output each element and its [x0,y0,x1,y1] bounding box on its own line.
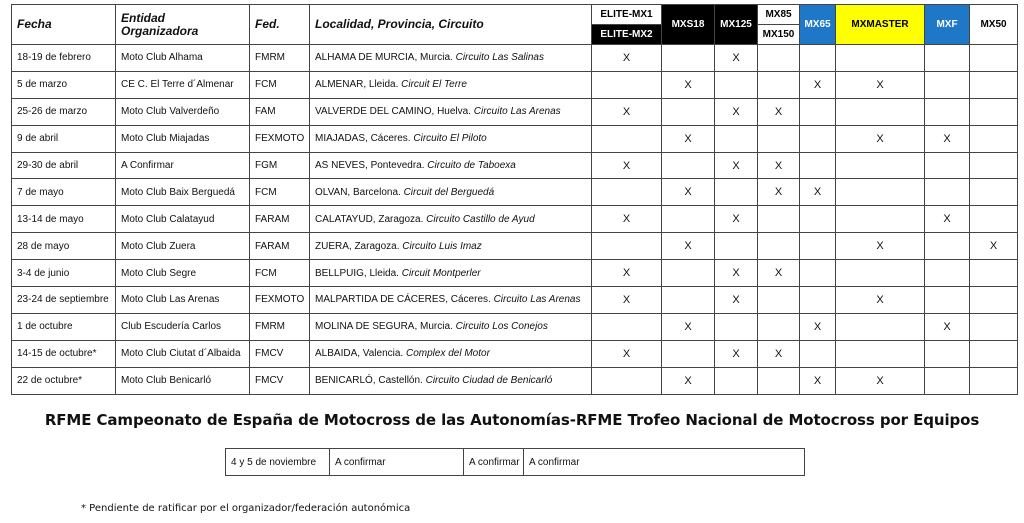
cell-entidad: Moto Club Baix Berguedá [116,179,250,206]
cell-category-mark [836,152,925,179]
localidad-text: ALHAMA DE MURCIA, Murcia. [315,52,453,64]
header-localidad: Localidad, Provincia, Circuito [310,5,592,45]
circuito-text: Circuito Las Salinas [455,52,544,64]
header-mx65: MX65 [800,5,836,45]
cell-category-mark: X [662,313,715,340]
cell-category-mark [592,313,662,340]
header-mx150: MX150 [762,29,795,40]
cell-category-mark: X [758,152,800,179]
localidad-text: MOLINA DE SEGURA, Murcia. [315,321,453,333]
cell-category-mark: X [662,233,715,260]
localidad-text: BENICARLÓ, Castellón. [315,375,423,387]
cell-entidad: A Confirmar [116,152,250,179]
cell-category-mark: X [800,313,836,340]
cell-category-mark [758,313,800,340]
cell-category-mark [715,233,758,260]
page-title: RFME Campeonato de España de Motocross de las Autonomías-RFME Trofeo Nacional de Motocross por Equipos [44,411,980,429]
header-mx50: MX50 [970,5,1018,45]
cell-entidad: Moto Club Ciutat d´Albaida [116,340,250,367]
cell-localidad [310,125,592,152]
cell-category-mark: X [925,125,970,152]
cell-category-mark: X [970,233,1018,260]
cell-fed: FCM [250,179,310,206]
header-mx85: MX85 [758,5,799,25]
cell-category-mark: X [800,367,836,394]
footnote: * Pendiente de ratificar por el organizador/federación autonómica [81,503,411,514]
cell-category-mark [925,287,970,314]
cell-category-mark [662,260,715,287]
cell-fecha: 18-19 de febrero [12,45,116,72]
cell-category-mark [758,367,800,394]
cell-fed: FGM [250,152,310,179]
cell-fed: FMRM [250,313,310,340]
circuito-text: Circuito Luis Imaz [402,240,482,252]
cell-category-mark [662,287,715,314]
cell-category-mark [836,98,925,125]
cell-category-mark [836,313,925,340]
cell-category-mark: X [836,233,925,260]
cell-category-mark [970,206,1018,233]
table-row [12,125,1018,152]
cell-category-mark: X [800,71,836,98]
cell-category-mark [970,98,1018,125]
localidad-text: MALPARTIDA DE CÁCERES, Cáceres. [315,294,491,306]
cell-category-mark: X [662,125,715,152]
circuito-text: Circuit del Berguedá [403,186,495,198]
cell-category-mark [715,125,758,152]
cell-category-mark [800,98,836,125]
cell-category-mark: X [592,152,662,179]
header-elite-mx2: ELITE-MX2 [592,25,661,44]
cell-fecha: 23-24 de septiembre [12,287,116,314]
localidad-text: OLVAN, Barcelona. [315,186,401,198]
cell-category-mark [592,125,662,152]
cell-category-mark [970,340,1018,367]
header-mxmaster: MXMASTER [836,5,925,45]
cell-category-mark [662,206,715,233]
cell-category-mark [800,260,836,287]
cell-category-mark [925,152,970,179]
cell-entidad: CE C. El Terre d´Almenar [116,71,250,98]
autonomias-localidad: A confirmar [524,449,805,476]
cell-entidad: Moto Club Valverdeño [116,98,250,125]
cell-localidad [310,233,592,260]
cell-category-mark [758,206,800,233]
cell-category-mark [758,45,800,72]
cell-category-mark [800,287,836,314]
cell-localidad [310,260,592,287]
cell-fed: FARAM [250,206,310,233]
cell-category-mark: X [715,340,758,367]
cell-fecha: 5 de marzo [12,71,116,98]
cell-entidad: Moto Club Segre [116,260,250,287]
cell-category-mark: X [836,287,925,314]
cell-category-mark [715,179,758,206]
cell-fecha: 14-15 de octubre* [12,340,116,367]
cell-category-mark [836,45,925,72]
table-row [12,313,1018,340]
circuito-text: Circuit Montperler [401,267,481,279]
cell-category-mark [715,367,758,394]
cell-category-mark: X [592,260,662,287]
cell-localidad [310,179,592,206]
cell-category-mark: X [836,367,925,394]
header-row [12,5,1018,45]
cell-category-mark: X [758,260,800,287]
table-row [12,71,1018,98]
cell-category-mark: X [715,45,758,72]
circuito-text: Circuito Ciudad de Benicarló [425,375,553,387]
cell-category-mark [925,367,970,394]
cell-fecha: 7 de mayo [12,179,116,206]
cell-category-mark [925,340,970,367]
cell-category-mark: X [715,260,758,287]
cell-category-mark: X [592,340,662,367]
cell-category-mark [970,125,1018,152]
cell-category-mark [925,98,970,125]
calendar-table [11,4,1018,395]
cell-category-mark: X [715,152,758,179]
cell-localidad [310,287,592,314]
circuito-text: Circuito Castillo de Ayud [426,213,535,225]
circuito-text: Circuit El Terre [401,79,467,91]
cell-category-mark: X [715,206,758,233]
cell-fed: FEXMOTO [250,125,310,152]
cell-category-mark: X [758,340,800,367]
cell-category-mark [836,206,925,233]
cell-category-mark [970,152,1018,179]
cell-category-mark: X [592,206,662,233]
cell-fecha: 29-30 de abril [12,152,116,179]
cell-category-mark [836,179,925,206]
cell-category-mark [662,340,715,367]
table-row [12,179,1018,206]
cell-category-mark [758,287,800,314]
cell-category-mark: X [836,125,925,152]
cell-category-mark: X [715,287,758,314]
cell-fecha: 1 de octubre [12,313,116,340]
cell-category-mark: X [758,98,800,125]
autonomias-table [225,448,805,476]
cell-category-mark: X [662,179,715,206]
table-row [12,98,1018,125]
cell-localidad [310,206,592,233]
cell-localidad [310,340,592,367]
cell-category-mark: X [758,179,800,206]
cell-category-mark [758,233,800,260]
localidad-text: AS NEVES, Pontevedra. [315,160,425,171]
cell-category-mark: X [836,71,925,98]
cell-category-mark [800,340,836,367]
cell-fed: FMCV [250,367,310,394]
cell-category-mark: X [715,98,758,125]
cell-localidad [310,152,592,179]
localidad-text: ALMENAR, Lleida. [315,79,399,91]
cell-entidad: Moto Club Miajadas [116,125,250,152]
cell-category-mark [662,152,715,179]
cell-category-mark [970,179,1018,206]
cell-entidad: Moto Club Las Arenas [116,287,250,314]
table-row [12,367,1018,394]
localidad-text: BELLPUIG, Lleida. [315,267,399,279]
header-mx85-mx150 [758,5,800,45]
cell-category-mark: X [592,287,662,314]
cell-localidad [310,71,592,98]
cell-fecha: 25-26 de marzo [12,98,116,125]
cell-category-mark [925,260,970,287]
cell-category-mark [970,287,1018,314]
cell-category-mark [970,71,1018,98]
cell-category-mark: X [592,45,662,72]
cell-category-mark [970,45,1018,72]
header-elite-mx1: ELITE-MX1 [592,5,661,25]
cell-entidad: Moto Club Benicarló [116,367,250,394]
cell-fed: FARAM [250,233,310,260]
header-fecha: Fecha [12,5,116,45]
table-row [12,152,1018,179]
cell-category-mark: X [925,206,970,233]
cell-category-mark [800,233,836,260]
table-row [12,233,1018,260]
cell-fecha: 22 de octubre* [12,367,116,394]
cell-category-mark: X [662,367,715,394]
cell-category-mark: X [800,179,836,206]
autonomias-entidad: A confirmar [330,449,464,476]
circuito-text: Complex del Motor [405,348,490,360]
cell-category-mark [925,45,970,72]
table-row [12,340,1018,367]
cell-category-mark [800,45,836,72]
header-elite [592,5,662,45]
cell-fed: FMRM [250,45,310,72]
cell-category-mark [970,313,1018,340]
circuito-text: Circuito Los Conejos [455,321,548,333]
cell-entidad: Moto Club Alhama [116,45,250,72]
table-row [12,206,1018,233]
localidad-text: MIAJADAS, Cáceres. [315,133,411,145]
cell-category-mark [758,71,800,98]
header-mxf: MXF [925,5,970,45]
table-row [12,287,1018,314]
cell-category-mark [800,125,836,152]
cell-category-mark [925,179,970,206]
circuito-text: Circuito Las Arenas [473,106,561,118]
autonomias-fed: A confirmar [464,449,524,476]
cell-category-mark: X [592,98,662,125]
cell-category-mark [836,260,925,287]
cell-category-mark [715,313,758,340]
cell-category-mark [800,206,836,233]
cell-category-mark: X [662,71,715,98]
cell-localidad [310,98,592,125]
cell-category-mark [715,71,758,98]
cell-fecha: 28 de mayo [12,233,116,260]
circuito-text: Circuito El Piloto [413,133,487,145]
cell-localidad [310,367,592,394]
cell-category-mark [970,367,1018,394]
cell-category-mark [592,179,662,206]
table-row [226,449,805,476]
cell-localidad [310,45,592,72]
cell-fed: FMCV [250,340,310,367]
cell-category-mark [925,71,970,98]
cell-category-mark [592,367,662,394]
header-fed: Fed. [250,5,310,45]
cell-category-mark [662,45,715,72]
cell-category-mark [758,125,800,152]
table-row [12,260,1018,287]
cell-entidad: Club Escudería Carlos [116,313,250,340]
cell-localidad [310,313,592,340]
localidad-text: ALBAIDA, Valencia. [315,348,404,360]
cell-fecha: 9 de abril [12,125,116,152]
cell-category-mark [800,152,836,179]
localidad-text: VALVERDE DEL CAMINO, Huelva. [315,106,471,118]
cell-category-mark: X [925,313,970,340]
table-row [12,45,1018,72]
cell-fecha: 13-14 de mayo [12,206,116,233]
circuito-text: Circuito de Taboexa [427,160,516,171]
localidad-text: CALATAYUD, Zaragoza. [315,213,424,225]
cell-category-mark [592,71,662,98]
cell-fecha: 3-4 de junio [12,260,116,287]
header-entidad: Entidad Organizadora [116,5,250,45]
cell-fed: FAM [250,98,310,125]
cell-entidad: Moto Club Zuera [116,233,250,260]
cell-category-mark [662,98,715,125]
cell-fed: FEXMOTO [250,287,310,314]
cell-category-mark [592,233,662,260]
header-mx125: MX125 [715,5,758,45]
cell-fed: FCM [250,260,310,287]
cell-category-mark [925,233,970,260]
localidad-text: ZUERA, Zaragoza. [315,240,400,252]
cell-entidad: Moto Club Calatayud [116,206,250,233]
cell-category-mark [836,340,925,367]
cell-fed: FCM [250,71,310,98]
header-mxs18: MXS18 [662,5,715,45]
circuito-text: Circuito Las Arenas [493,294,581,306]
autonomias-fecha: 4 y 5 de noviembre [226,449,330,476]
cell-category-mark [970,260,1018,287]
